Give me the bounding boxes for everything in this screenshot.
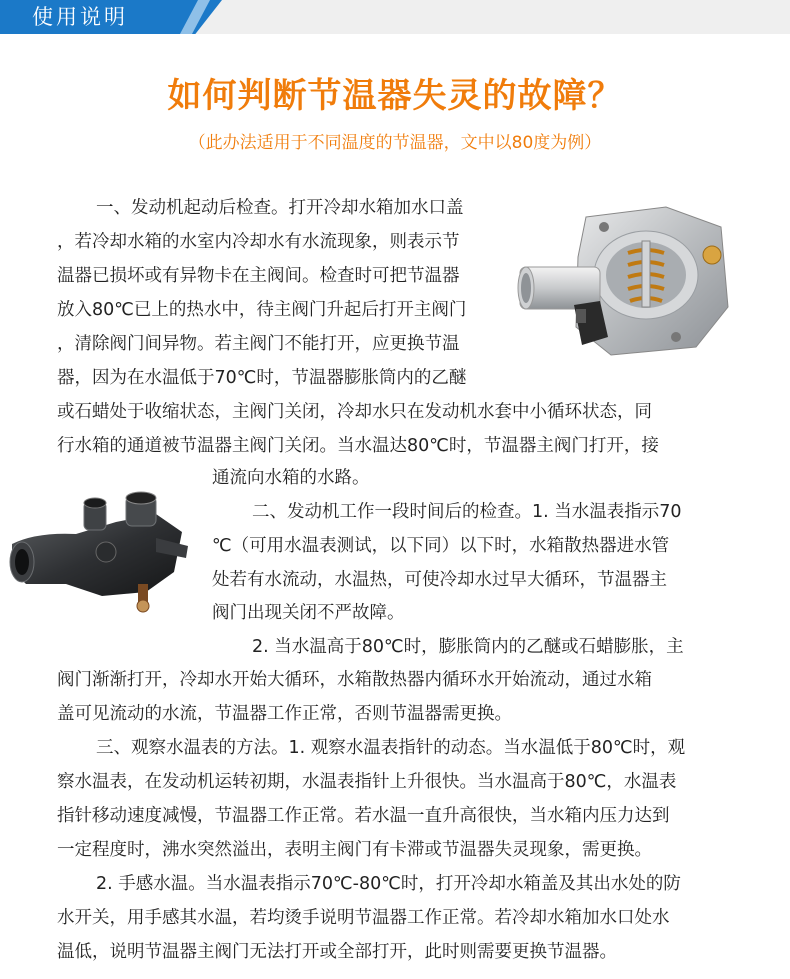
paragraph-1-line-6: 器，因为在水温低于70℃时，节温器膨胀筒内的乙醚	[57, 368, 467, 388]
paragraph-3-line-1: 2. 当水温高于80℃时，膨胀筒内的乙醚或石蜡膨胀，主	[252, 637, 684, 657]
paragraph-4-line-1: 三、观察水温表的方法。1. 观察水温表指针的动态。当水温低于80℃时，观	[96, 738, 686, 758]
paragraph-4-line-4: 一定程度时，沸水突然溢出，表明主阀门有卡滞或节温器失灵现象，需更换。	[57, 840, 652, 860]
paragraph-1-line-4: 放入80℃已上的热水中，待主阀门升起后打开主阀门	[57, 300, 467, 320]
paragraph-5-line-3: 温低，说明节温器主阀门无法打开或全部打开，此时则需要更换节温器。	[57, 942, 617, 962]
paragraph-1-line-9: 通流向水箱的水路。	[212, 468, 370, 488]
header-title: 使用说明	[32, 5, 128, 29]
paragraph-1-line-5: ，清除阀门间异物。若主阀门不能打开，应更换节温	[57, 334, 460, 354]
paragraph-2-line-2: ℃（可用水温表测试，以下同）以下时，水箱散热器进水管	[212, 536, 670, 556]
page-subtitle: （此办法适用于不同温度的节温器，文中以80度为例）	[188, 133, 602, 153]
paragraph-4-line-3: 指针移动速度减慢，节温器工作正常。若水温一直升高很快，当水箱内压力达到	[57, 806, 670, 826]
section-header	[0, 0, 790, 34]
paragraph-3-line-2: 阀门渐渐打开，冷却水开始大循环，水箱散热器内循环水开始流动，通过水箱	[57, 670, 652, 690]
thermostat-assembly-photo	[6, 488, 196, 614]
paragraph-3-line-3: 盖可见流动的水流，节温器工作正常，否则节温器需更换。	[57, 704, 512, 724]
paragraph-4-line-2: 察水温表，在发动机运转初期，水温表指针上升很快。当水温高于80℃，水温表	[57, 772, 677, 792]
paragraph-2-line-4: 阀门出现关闭不严故障。	[212, 603, 405, 623]
paragraph-1-line-7: 或石蜡处于收缩状态，主阀门关闭，冷却水只在发动机水套中小循环状态，同	[57, 402, 652, 422]
paragraph-5-line-1: 2. 手感水温。当水温表指示70℃-80℃时，打开冷却水箱盖及其出水处的防	[96, 874, 681, 894]
paragraph-1-line-1: 一、发动机起动后检查。打开冷却水箱加水口盖	[96, 198, 464, 218]
paragraph-1-line-2: ，若冷却水箱的水室内冷却水有水流现象，则表示节	[57, 232, 460, 252]
paragraph-5-line-2: 水开关，用手感其水温，若均烫手说明节温器工作正常。若冷却水箱加水口处水	[57, 908, 670, 928]
paragraph-2-line-3: 处若有水流动，水温热，可使冷却水过早大循环，节温器主	[212, 570, 667, 590]
thermostat-housing-photo	[516, 197, 738, 365]
paragraph-2-line-1: 二、发动机工作一段时间后的检查。1. 当水温表指示70	[252, 502, 682, 522]
paragraph-1-line-8: 行水箱的通道被节温器主阀门关闭。当水温达80℃时，节温器主阀门打开，接	[57, 436, 659, 456]
paragraph-1-line-3: 温器已损坏或有异物卡在主阀间。检查时可把节温器	[57, 266, 460, 286]
page-title: 如何判断节温器失灵的故障？	[167, 76, 623, 116]
